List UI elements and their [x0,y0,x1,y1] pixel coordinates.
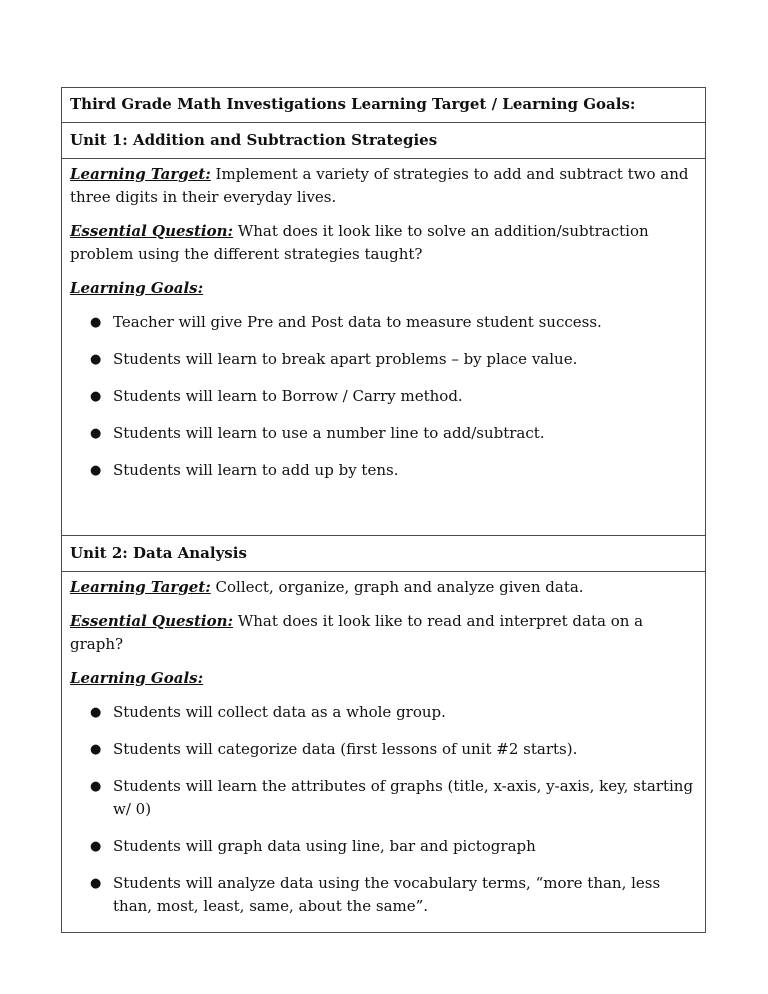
bullet-icon: ● [90,389,102,404]
essential-question-text: What does it look like to solve an addition/subtraction problem using the different strategies taught? [70,222,649,263]
goal-text: Students will analyze data using the vocabulary terms, “more than, less than, most, least, same, about the same”. [113,874,661,915]
unit-1-learning-target [70,163,697,209]
learning-goals-table [61,87,706,933]
goal-text: Students will graph data using line, bar and pictograph [113,837,536,855]
list-item [70,422,697,445]
goal-text: Students will categorize data (first lessons of unit #2 starts). [113,740,578,758]
bullet-icon: ● [90,742,102,757]
document-title: Third Grade Math Investigations Learning Target / Learning Goals: [70,95,636,113]
goal-text: Students will learn to use a number line to add/subtract. [113,424,545,442]
bullet-icon: ● [90,779,102,794]
list-item [70,835,697,858]
unit-2-essential-question [70,610,697,656]
list-item [70,738,697,761]
learning-goals-label: Learning Goals: [70,669,204,687]
bullet-icon: ● [90,839,102,854]
bullet-icon: ● [90,876,102,891]
essential-question-label: Essential Question: [70,222,234,240]
unit-1-body-cell [62,159,706,536]
goal-text: Students will learn to Borrow / Carry method. [113,387,463,405]
bullet-icon: ● [90,426,102,441]
bullet-icon: ● [90,315,102,330]
list-item [70,311,697,334]
list-item [70,385,697,408]
unit-1-learning-goals-heading [70,277,697,300]
unit-2-heading: Unit 2: Data Analysis [70,544,247,562]
list-item [70,701,697,724]
list-item [70,459,697,482]
unit-2-learning-target [70,576,697,599]
goal-text: Students will learn the attributes of graphs (title, x-axis, y-axis, key, starting w/ 0) [113,777,694,818]
learning-target-text: Collect, organize, graph and analyze given data. [210,578,584,596]
unit-1-essential-question [70,220,697,266]
unit-2-heading-row [62,536,706,572]
unit-1-heading-row [62,123,706,159]
essential-question-text: What does it look like to read and interpret data on a graph? [70,612,644,653]
title-cell [62,88,706,123]
learning-goals-label: Learning Goals: [70,279,204,297]
unit-1-heading-cell [62,123,706,159]
unit-2-learning-goals-heading [70,667,697,690]
bullet-icon: ● [90,352,102,367]
learning-target-text: Implement a variety of strategies to add and subtract two and three digits in their everyday lives. [70,165,689,206]
goal-text: Students will collect data as a whole group. [113,703,446,721]
bullet-icon: ● [90,463,102,478]
goal-text: Teacher will give Pre and Post data to measure student success. [113,313,602,331]
unit-2-heading-cell [62,536,706,572]
list-item [70,348,697,371]
unit-2-goals-list [70,701,697,918]
unit-1-body-row [62,159,706,536]
learning-target-label: Learning Target: [70,165,211,183]
unit-1-goals-list [70,311,697,482]
unit-2-body-cell [62,572,706,933]
list-item [70,872,697,918]
unit-2-body-row [62,572,706,933]
essential-question-label: Essential Question: [70,612,234,630]
title-row [62,88,706,123]
unit-1-heading: Unit 1: Addition and Subtraction Strategies [70,131,438,149]
learning-target-label: Learning Target: [70,578,211,596]
goal-text: Students will learn to break apart problems – by place value. [113,350,578,368]
bullet-icon: ● [90,705,102,720]
list-item [70,775,697,821]
goal-text: Students will learn to add up by tens. [113,461,399,479]
